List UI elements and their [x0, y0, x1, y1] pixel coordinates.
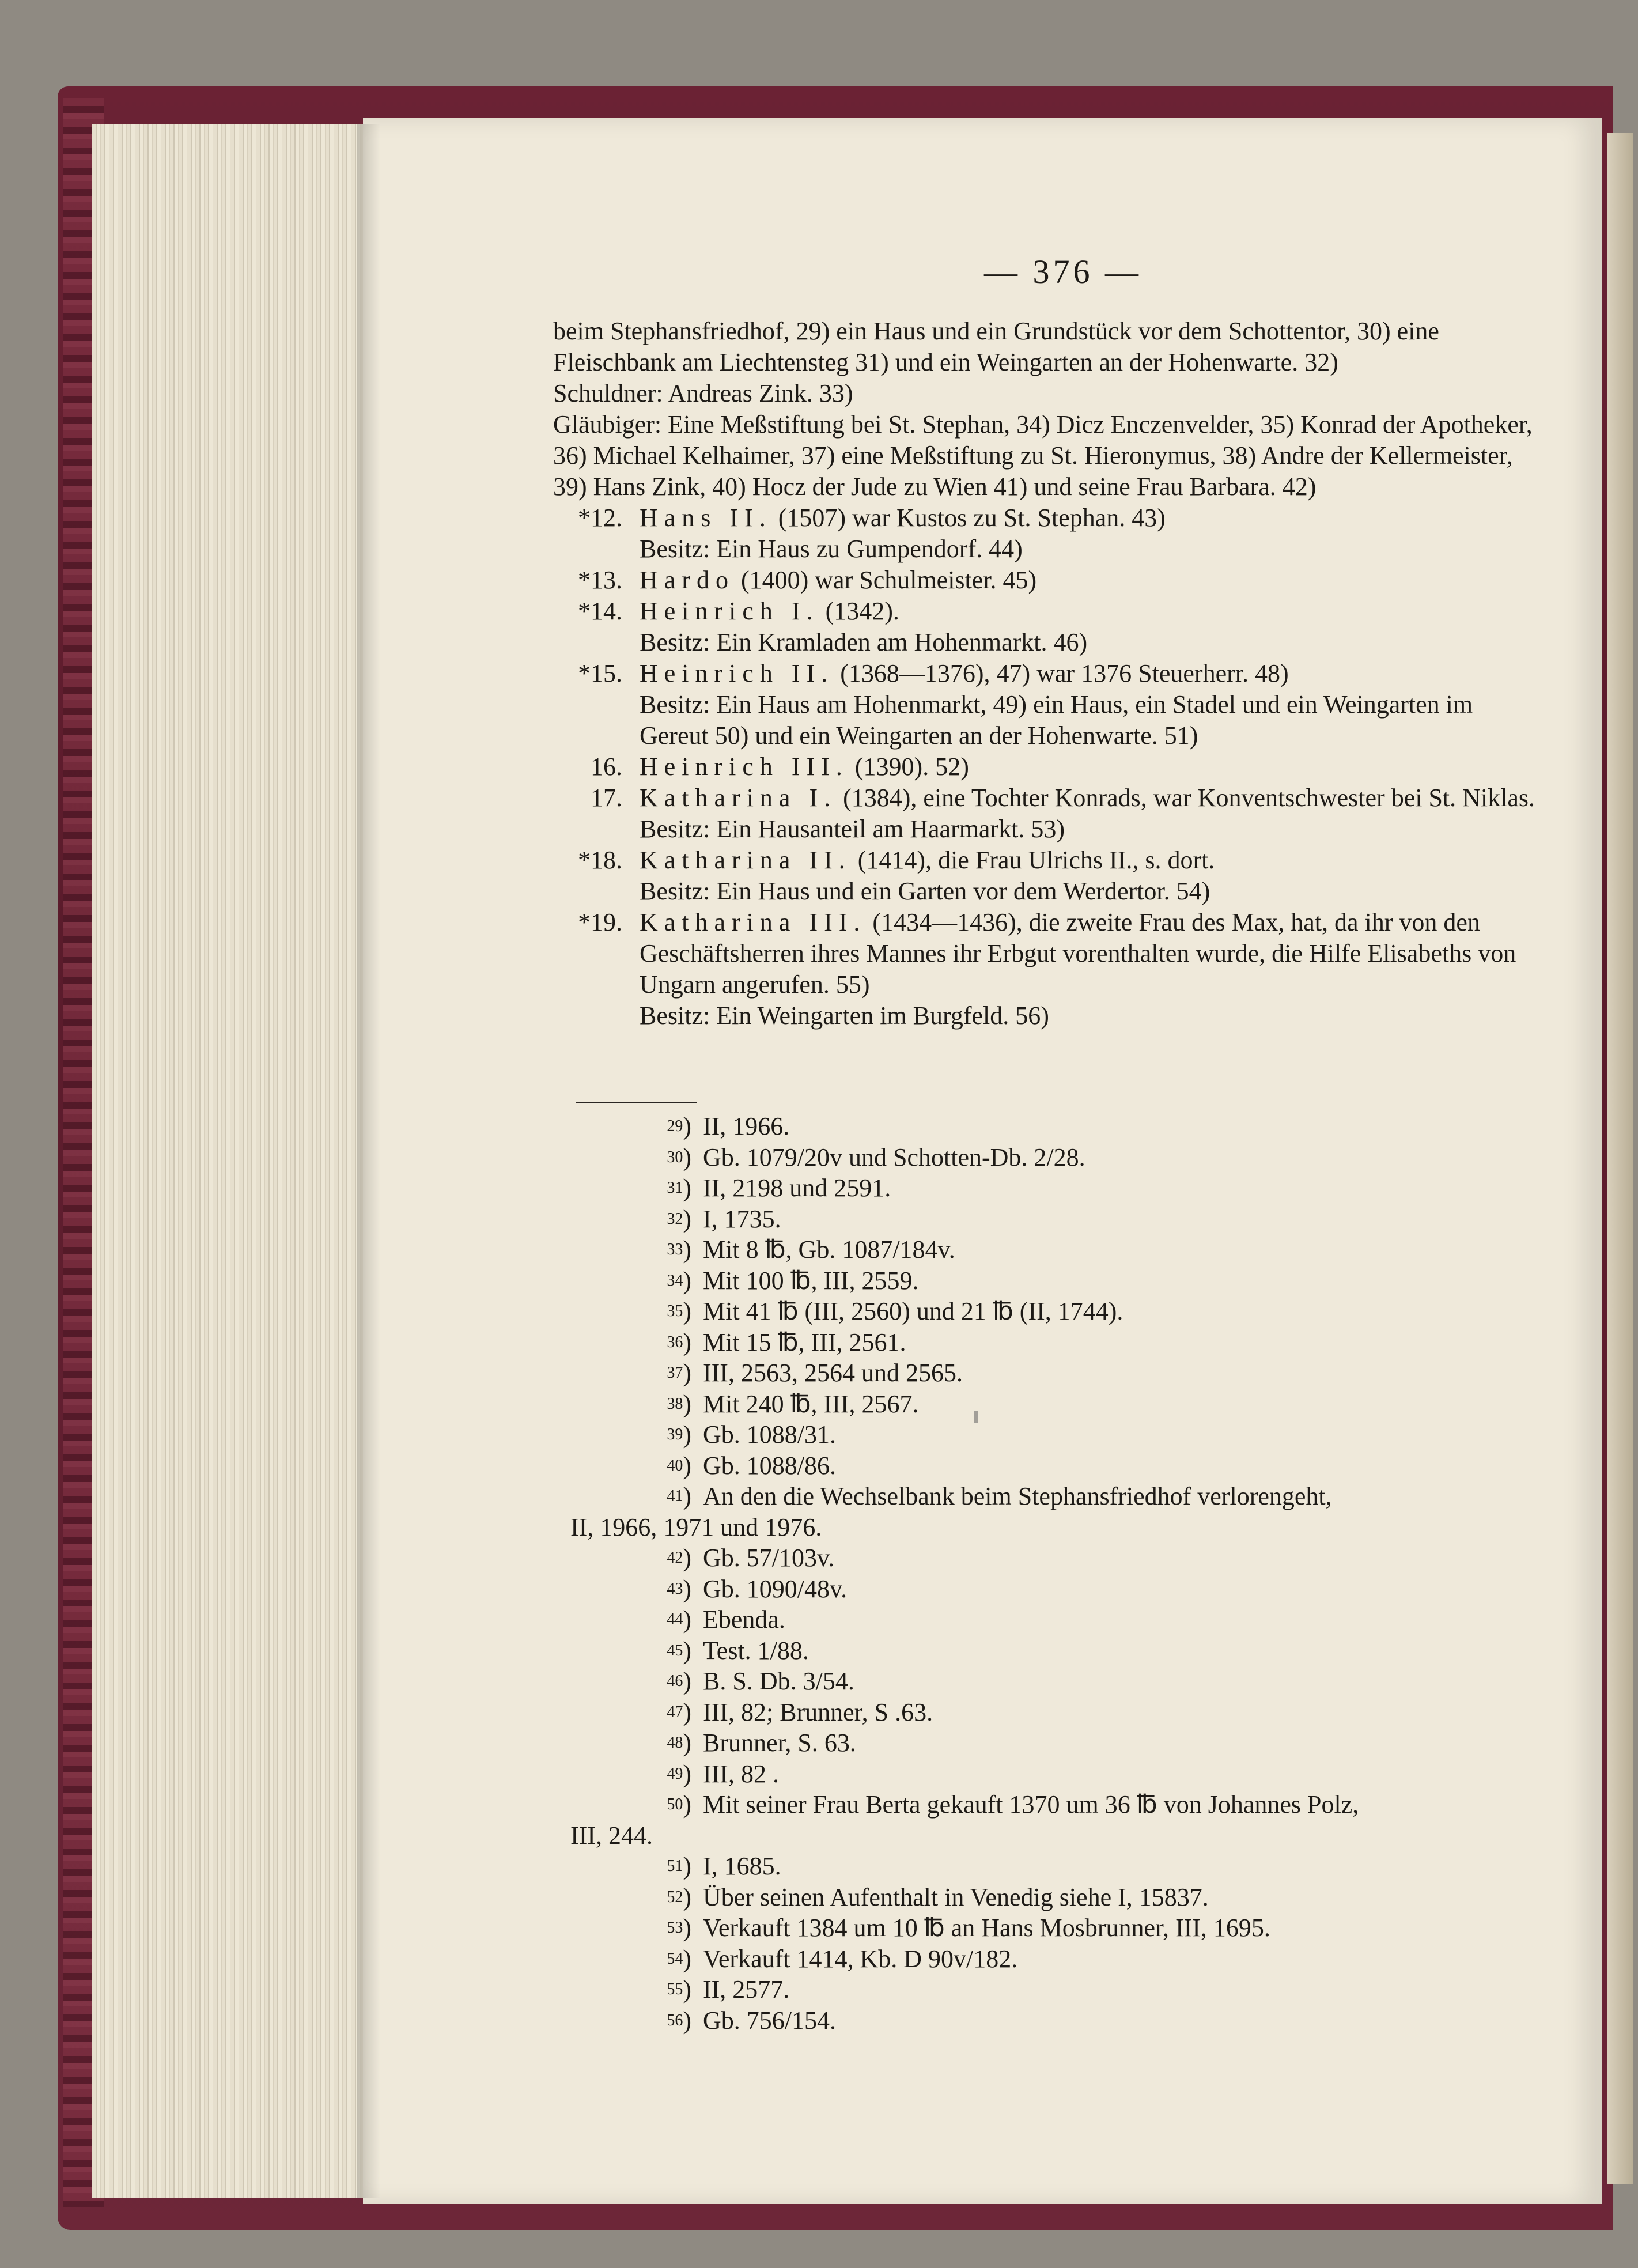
right-page-edge: [1607, 133, 1633, 2184]
gutter-shadow: [357, 124, 380, 2198]
footnote-number: 50 ): [634, 1786, 691, 1820]
pencil-mark: [974, 1411, 978, 1423]
footnote: [570, 1327, 1550, 1358]
entry-number: *18.: [578, 846, 622, 874]
footnote: [570, 1697, 1550, 1728]
register-entry: [553, 907, 1544, 1031]
footnote: [570, 1389, 1550, 1420]
footnote: [570, 1574, 1550, 1605]
register-entry: [553, 565, 1544, 596]
footnote: [570, 1265, 1550, 1296]
footnote: [570, 1111, 1550, 1142]
footnote: [570, 1234, 1550, 1265]
footnote-number: 35 ): [634, 1292, 691, 1327]
footnote-number: 39 ): [634, 1416, 691, 1450]
footnote-number: 46 ): [634, 1662, 691, 1697]
footnote-number: 41 ): [634, 1477, 691, 1512]
footnote-text: III, 82 .: [703, 1759, 779, 1788]
footnote-number: 30 ): [634, 1139, 691, 1173]
footnote: [570, 1666, 1550, 1697]
footnote-number: 55 ): [634, 1971, 691, 2005]
footnote: [570, 1481, 1550, 1512]
footnote: [570, 1604, 1550, 1635]
footnote-text: Mit 240 ℔, III, 2567.: [703, 1389, 919, 1418]
footnote-text: Gb. 57/103v.: [703, 1544, 835, 1572]
footnote: [570, 1358, 1550, 1389]
footnote: [570, 1851, 1550, 1882]
footnote-number: 34 ): [634, 1262, 691, 1296]
main-text: [553, 316, 1544, 1031]
entry-name: Katharina II.: [640, 846, 852, 874]
footnotes: [570, 1111, 1550, 2036]
entry-name: Hardo: [640, 566, 735, 594]
entry-text: (1342).: [825, 597, 899, 625]
entry-besitz: Besitz: Ein Haus am Hohenmarkt, 49) ein Haus, ein Stadel und ein Weingarten im Gereut 50) und ein Weingarten an der Hohenwarte. 51): [640, 690, 1473, 750]
footnote: [570, 1204, 1550, 1235]
footnote-text: Mit seiner Frau Berta gekauft 1370 um 36 ℔ von Johannes Polz,: [703, 1790, 1359, 1819]
register-entry: [553, 658, 1544, 751]
footnote-number: 37 ): [634, 1354, 691, 1389]
entry-name: Heinrich II.: [640, 659, 834, 687]
footnote-number: 49 ): [634, 1755, 691, 1790]
footnote: [570, 1974, 1550, 2005]
footnote-continuation: II, 1966, 1971 und 1976.: [570, 1513, 822, 1541]
footnote-text: Ebenda.: [703, 1605, 785, 1634]
footnote-text: Mit 8 ℔, Gb. 1087/184v.: [703, 1235, 955, 1264]
register-entry: [553, 845, 1544, 907]
entry-name: Heinrich III.: [640, 753, 849, 781]
entry-name: Katharina III.: [640, 908, 867, 936]
footnote-rule: [576, 1102, 697, 1103]
register-entry: [553, 596, 1544, 658]
footnote-continuation: III, 244.: [570, 1821, 653, 1850]
footnote: [570, 2005, 1550, 2036]
entry-name: Heinrich I.: [640, 597, 819, 625]
page-number: — 376 —: [984, 253, 1142, 290]
footnote-number: 52 ): [634, 1878, 691, 1913]
footnote-number: 51 ): [634, 1847, 691, 1882]
footnote-text: I, 1685.: [703, 1852, 781, 1880]
entry-text: (1414), die Frau Ulrichs II., s. dort.: [857, 846, 1215, 874]
entry-name: Hans II.: [640, 504, 772, 532]
footnote-text: Mit 41 ℔ (III, 2560) und 21 ℔ (II, 1744).: [703, 1297, 1123, 1325]
footnote: [570, 1635, 1550, 1666]
footnote: [570, 1789, 1550, 1820]
footnote-text: Test. 1/88.: [703, 1636, 809, 1665]
footnote-text: Gb. 1088/86.: [703, 1451, 836, 1480]
footnote-number: 56 ): [634, 2002, 691, 2036]
footnote-text: Brunner, S. 63.: [703, 1729, 856, 1757]
footnote-text: Gb. 1079/20v und Schotten-Db. 2/28.: [703, 1143, 1085, 1171]
entry-number: *12.: [578, 504, 622, 532]
entry-name: Katharina I.: [640, 784, 837, 812]
footnote-text: Mit 100 ℔, III, 2559.: [703, 1266, 919, 1295]
page-edges: [92, 124, 364, 2198]
entry-number: *15.: [578, 659, 622, 687]
entry-text: (1400) war Schulmeister. 45): [740, 566, 1037, 594]
footnote-text: Mit 15 ℔, III, 2561.: [703, 1328, 906, 1356]
footnote-text: Gb. 1090/48v.: [703, 1574, 848, 1603]
entry-number: *13.: [578, 566, 622, 594]
footnote: [570, 1912, 1550, 1944]
footnote-text: III, 2563, 2564 und 2565.: [703, 1359, 963, 1387]
footnote: [570, 1142, 1550, 1173]
footnote-number: 36 ): [634, 1324, 691, 1358]
footnote-number: 38 ): [634, 1385, 691, 1420]
entry-text: (1390). 52): [854, 753, 969, 781]
footnote-text: II, 1966.: [703, 1112, 790, 1140]
footnote-text: III, 82; Brunner, S .63.: [703, 1698, 933, 1726]
footnote-number: 45 ): [634, 1632, 691, 1666]
entry-number: 16.: [591, 753, 622, 781]
entry-besitz: Besitz: Ein Haus zu Gumpendorf. 44): [640, 535, 1023, 563]
footnote-text: An den die Wechselbank beim Stephansfriedhof verlorengeht,: [703, 1482, 1332, 1510]
footnote-text: Verkauft 1414, Kb. D 90v/182.: [703, 1944, 1018, 1973]
footnote: [570, 1543, 1550, 1574]
footnote: [570, 1419, 1550, 1450]
footnote: [570, 1296, 1550, 1327]
entry-text: (1384), eine Tochter Konrads, war Konventschwester bei St. Niklas.: [843, 784, 1535, 812]
footnote-number: 47 ): [634, 1694, 691, 1728]
footnote-number: 33 ): [634, 1231, 691, 1265]
entry-number: 17.: [591, 784, 622, 812]
footnote-number: 32 ): [634, 1200, 691, 1235]
entry-text: (1434—1436), die zweite Frau des Max, hat, da ihr von den Geschäftsherren ihres Mannes ihr Erbgut vorenthalten wurde, die Hilfe Elisabeths von Ungarn angerufen. 55): [640, 908, 1516, 999]
footnote-number: 40 ): [634, 1447, 691, 1481]
footnote-number: 29 ): [634, 1107, 691, 1142]
register-entry: [553, 751, 1544, 783]
footnote-text: II, 2577.: [703, 1975, 790, 2004]
footnote-number: 48 ): [634, 1724, 691, 1759]
footnote-number: 42 ): [634, 1539, 691, 1574]
footnote-text: I, 1735.: [703, 1204, 781, 1233]
entry-number: *19.: [578, 908, 622, 936]
entry-besitz: Besitz: Ein Kramladen am Hohenmarkt. 46): [640, 628, 1088, 656]
footnote-text: II, 2198 und 2591.: [703, 1174, 891, 1202]
entry-text: (1368—1376), 47) war 1376 Steuerherr. 48): [840, 659, 1289, 687]
entry-list: [553, 502, 1544, 1031]
entry-besitz: Besitz: Ein Hausanteil am Haarmarkt. 53): [640, 815, 1065, 843]
footnote-text: Über seinen Aufenthalt in Venedig siehe I, 15837.: [703, 1883, 1209, 1911]
footnote-text: B. S. Db. 3/54.: [703, 1667, 854, 1695]
entry-text: (1507) war Kustos zu St. Stephan. 43): [778, 504, 1166, 532]
entry-besitz: Besitz: Ein Haus und ein Garten vor dem Werdertor. 54): [640, 877, 1210, 905]
footnote-number: 31 ): [634, 1169, 691, 1204]
entry-number: *14.: [578, 597, 622, 625]
footnote: [570, 1882, 1550, 1913]
schuldner-line: Schuldner: Andreas Zink. 33): [553, 379, 853, 407]
footnote: [570, 1450, 1550, 1481]
entry-besitz: Besitz: Ein Weingarten im Burgfeld. 56): [640, 1001, 1049, 1030]
footnote: [570, 1759, 1550, 1790]
footnote-text: Gb. 756/154.: [703, 2006, 836, 2035]
register-entry: [553, 502, 1544, 565]
intro-paragraph: beim Stephansfriedhof, 29) ein Haus und ein Grundstück vor dem Schottentor, 30) eine Fleischbank am Liechtensteg 31) und ein Weingarten an der Hohenwarte. 32): [553, 317, 1439, 376]
footnote-text: Gb. 1088/31.: [703, 1420, 836, 1449]
register-entry: [553, 783, 1544, 845]
footnote-number: 53 ): [634, 1909, 691, 1944]
footnote: [570, 1173, 1550, 1204]
footnote-text: Verkauft 1384 um 10 ℔ an Hans Mosbrunner, III, 1695.: [703, 1914, 1270, 1942]
glaeubiger-paragraph: Gläubiger: Eine Meßstiftung bei St. Stephan, 34) Dicz Enczenvelder, 35) Konrad der Apotheker, 36) Michael Kelhaimer, 37) eine Meßstiftung zu St. Hieronymus, 38) Andre der Kellermeister, 39) Hans Zink, 40) Hocz der Jude zu Wien 41) und seine Frau Barbara. 42): [553, 410, 1533, 501]
footnote: [570, 1728, 1550, 1759]
footnote-number: 43 ): [634, 1570, 691, 1605]
footnote-number: 44 ): [634, 1601, 691, 1635]
footnote: [570, 1944, 1550, 1975]
footnote-number: 54 ): [634, 1940, 691, 1975]
